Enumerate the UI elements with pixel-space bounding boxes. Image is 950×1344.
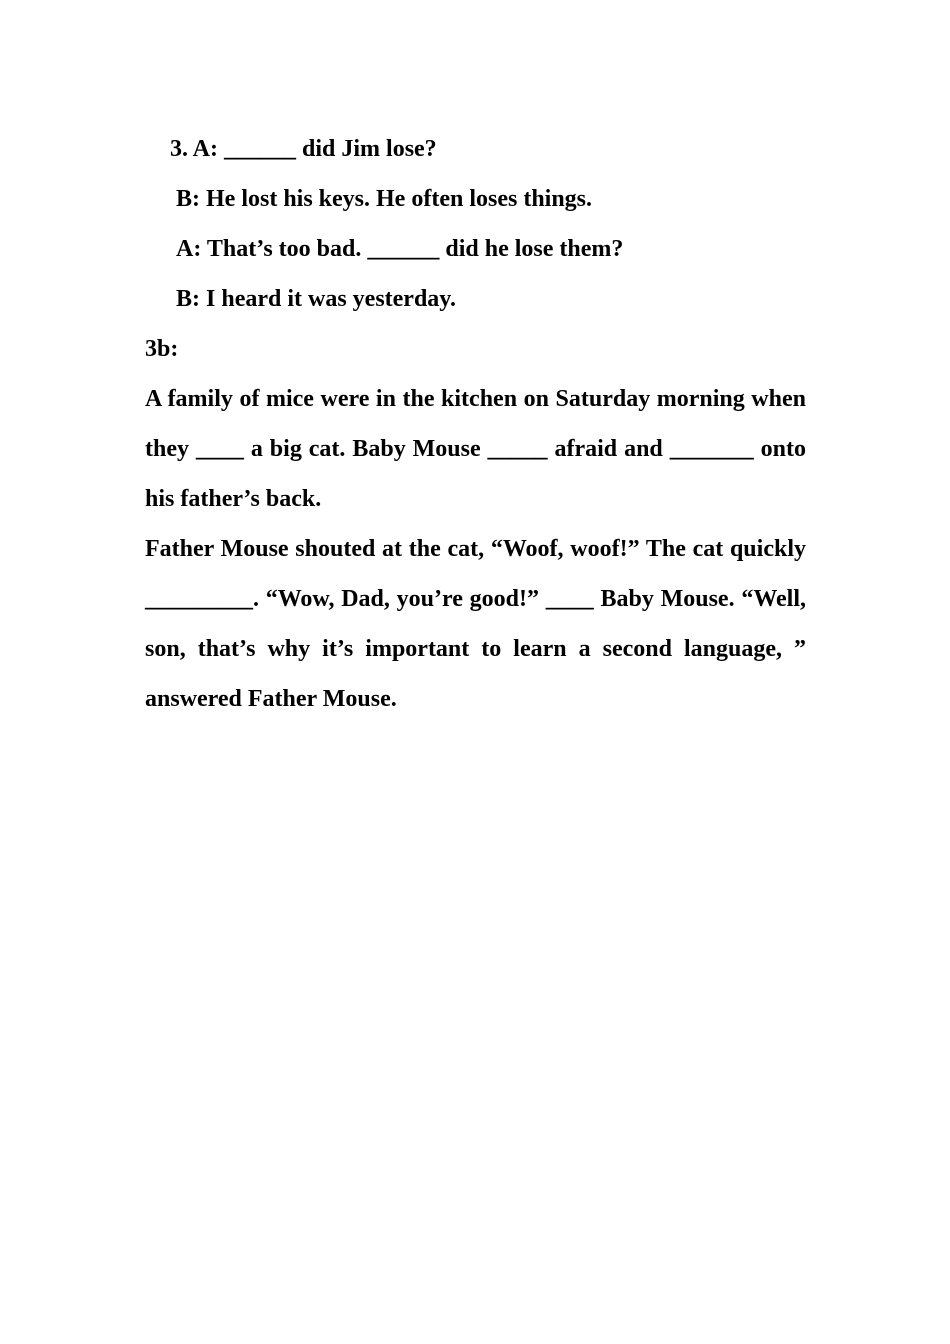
dialogue-line-3: A: That’s too bad. ______ did he lose them? xyxy=(176,236,624,262)
story-paragraph-2: Father Mouse shouted at the cat, “Woof, woof!” The cat quickly _________. “Wow, Dad, you’re good!” ____ Baby Mouse. “Well, son, that’s why it’s important to learn a second language, ” answered Father Mouse. xyxy=(145,536,806,712)
story-paragraph-1: A family of mice were in the kitchen on Saturday morning when they ____ a big cat. Baby Mouse _____ afraid and _______ onto his father’s back. xyxy=(145,386,806,512)
document-content xyxy=(145,124,806,724)
dialogue-line-1: 3. A: ______ did Jim lose? xyxy=(170,136,437,162)
dialogue-line-4: B: I heard it was yesterday. xyxy=(176,286,456,312)
section-label: 3b: xyxy=(145,336,179,362)
dialogue-line-2: B: He lost his keys. He often loses things. xyxy=(176,186,593,212)
